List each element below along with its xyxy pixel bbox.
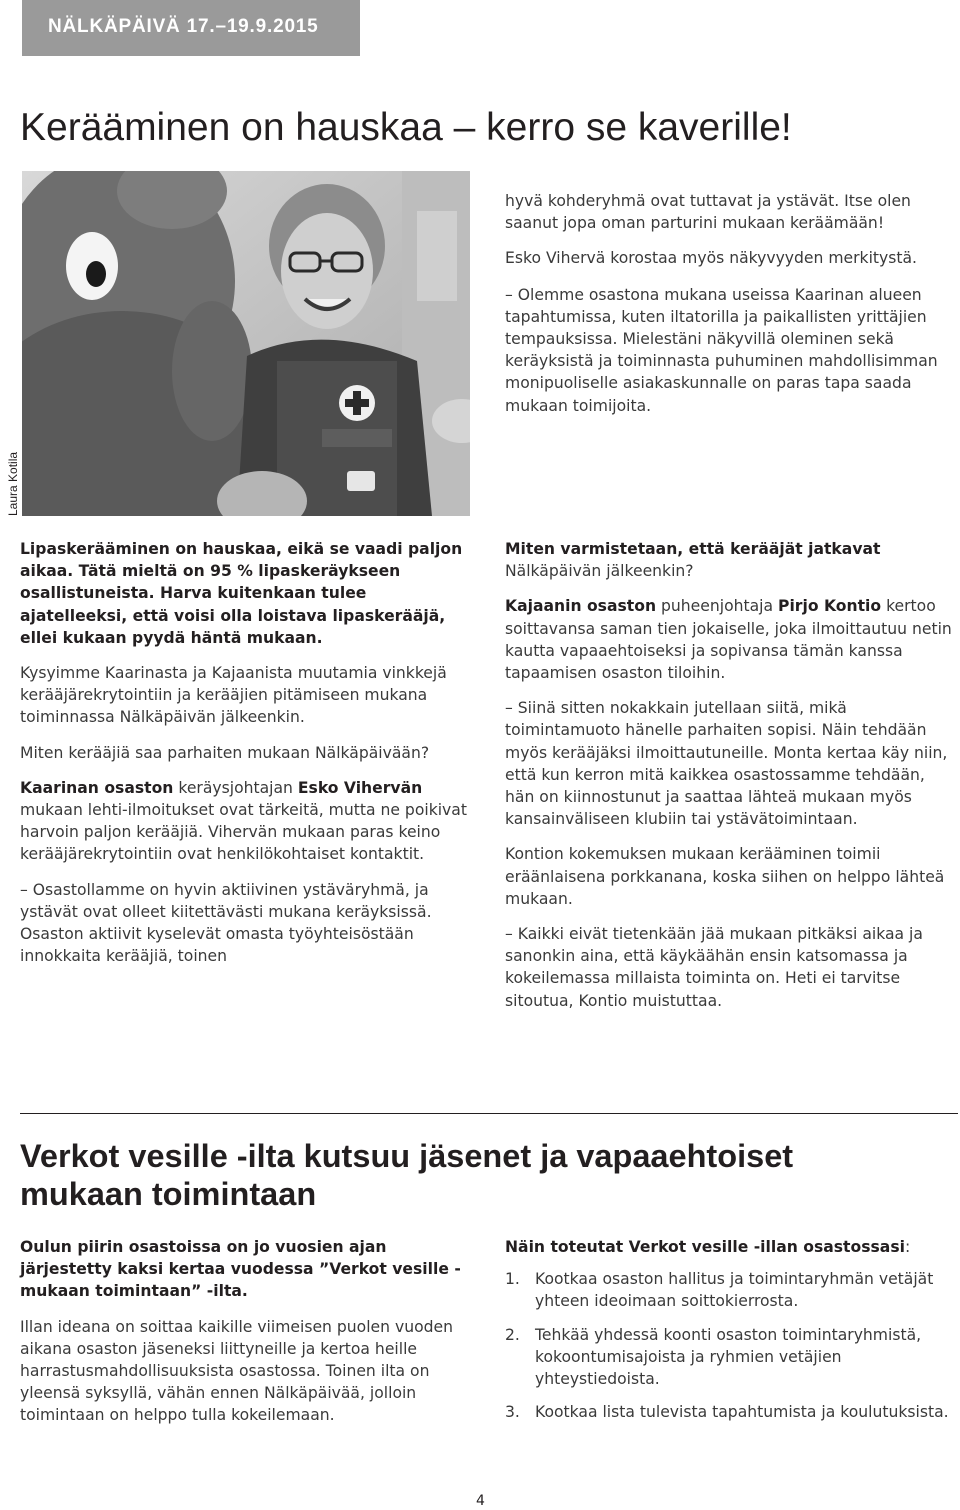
- article2-right-column: [505, 1236, 957, 1434]
- page-number: 4: [476, 1493, 485, 1509]
- article2-left-column: [20, 1236, 472, 1440]
- steps-list: [505, 1268, 957, 1423]
- header-title: NÄLKÄPÄIVÄ 17.–19.9.2015: [48, 16, 319, 37]
- list-item: 2. Tehkää yhdessä koonti osaston toimintaryhmistä, kokoontumisajoista ja ryhmien vetäjien yhteystiedoista.: [505, 1325, 922, 1389]
- steps-heading: Näin toteutat Verkot vesille -illan osastossasi:: [505, 1238, 911, 1256]
- paragraph: Kysyimme Kaarinasta ja Kajaanista muutamia vinkkejä kerääjärekrytointiin ja kerääjien pitämiseen mukana toiminnassa Nälkäpäivän jälkeenkin.: [20, 664, 447, 727]
- paragraph: Kajaanin osaston puheenjohtaja Pirjo Kontio kertoo soittavansa saman tien jokaiselle, joka ilmoittautuu netin kautta vapaaehtoiseksi ja sopivansa tämän kanssa tapaamisen osaston tiloihin.: [505, 597, 952, 683]
- article-right-column: [505, 538, 957, 1025]
- list-item: 1. Kootkaa osaston hallitus ja toimintaryhmän vetäjät yhteen ideoimaan soittokierrosta.: [505, 1270, 934, 1311]
- paragraph: Illan ideana on soittaa kaikille viimeisen puolen vuoden aikana osaston jäseneksi liittyneille ja kertoa heille harrastusmahdollisuuksista osastossa. Toinen ilta on yleensä syksyllä, vähän ennen Nälkäpäivää, jolloin toimintaan on helppo tulla kokeilemaan.: [20, 1317, 454, 1425]
- paragraph: Esko Vihervä korostaa myös näkyvyyden merkitystä.: [505, 249, 918, 268]
- paragraph: – Osastollamme on hyvin aktiivinen ystäväryhmä, ja ystävät ovat olleet kiitettävästi mukana keräyksissä. Osaston aktiivit kyselevät omasta työyhteisöstään innokkaita kerääjiä, toinen: [20, 880, 432, 966]
- article-title: Kerääminen on hauskaa – kerro se kaverille!: [20, 106, 792, 149]
- paragraph: hyvä kohderyhmä ovat tuttavat ja ystävät. Itse olen saanut jopa oman parturini mukaan keräämään!: [505, 192, 911, 233]
- subheading: Miten kerääjiä saa parhaiten mukaan Nälkäpäivään?: [20, 743, 430, 762]
- section-divider: [20, 1113, 958, 1114]
- list-item: 3. Kootkaa lista tulevista tapahtumista ja koulutuksista.: [505, 1403, 949, 1422]
- subheading: Miten varmistetaan, että kerääjät jatkavat Nälkäpäivän jälkeenkin?: [505, 540, 881, 581]
- article-photo: [22, 171, 470, 516]
- paragraph: – Kaikki eivät tietenkään jää mukaan pitkäksi aikaa ja sanonkin aina, että käykäähän ensin katsomassa ja kokeilemassa millaista toiminta on. Heti ei tarvitse sitoutua, Kontio muistuttaa.: [505, 925, 923, 1010]
- paragraph: Kontion kokemuksen mukaan kerääminen toimii eräänlaisena porkkanana, koska siihen on helppo lähteä mukaan.: [505, 845, 945, 908]
- article-top-right-text: [505, 190, 957, 430]
- article-lead: Lipaskerääminen on hauskaa, eikä se vaadi paljon aikaa. Tätä mieltä on 95 % lipaskeräykseen osallistuneista. Harva kuitenkaan tulee ajatelleeksi, että voisi olla loistava lipaskerääjä, ellei kukaan pyydä häntä mukaan.: [20, 540, 463, 647]
- article2-title: Verkot vesille -ilta kutsuu jäsenet ja vapaaehtoiset mukaan toimintaan: [20, 1138, 794, 1212]
- article-left-column: [20, 538, 470, 980]
- volunteers-photo-illustration: [22, 171, 470, 516]
- paragraph: – Olemme osastona mukana useissa Kaarinan alueen tapahtumissa, kuten iltatorilla ja paikallisten yrittäjien tempauksissa. Mielestäni näkyvillä oleminen sekä keräyksistä ja toiminnasta puhuminen mahdollisimman monipuoliselle asiakaskunnalle on paras tapa saada mukaan toimijoita.: [505, 285, 938, 415]
- article2-lead: Oulun piirin osastoissa on jo vuosien ajan järjestetty kaksi kertaa vuodessa ”Verkot vesille - mukaan toimintaan” -ilta.: [20, 1238, 461, 1301]
- paragraph: Kaarinan osaston keräysjohtajan Esko Vihervän mukaan lehti-ilmoitukset ovat tärkeitä, mutta ne poikivat harvoin paljon kerääjiä. Vihervän mukaan paras keino kerääjärekrytointiin ovat henkilökohtaiset kontaktit.: [20, 778, 467, 864]
- paragraph: – Siinä sitten nokakkain jutellaan siitä, mikä toimintamuoto hänelle parhaiten sopisi. Näin tehdään myös kerääjäksi ilmoittautuneille. Monta kertaa käy niin, että kun kerron mitä kaikkea osastossamme tehdään, hän on kiinnostunut ja saattaa lähteä mukaan myös kansainväliseen klubiin tai ystävätoimintaan.: [505, 699, 948, 829]
